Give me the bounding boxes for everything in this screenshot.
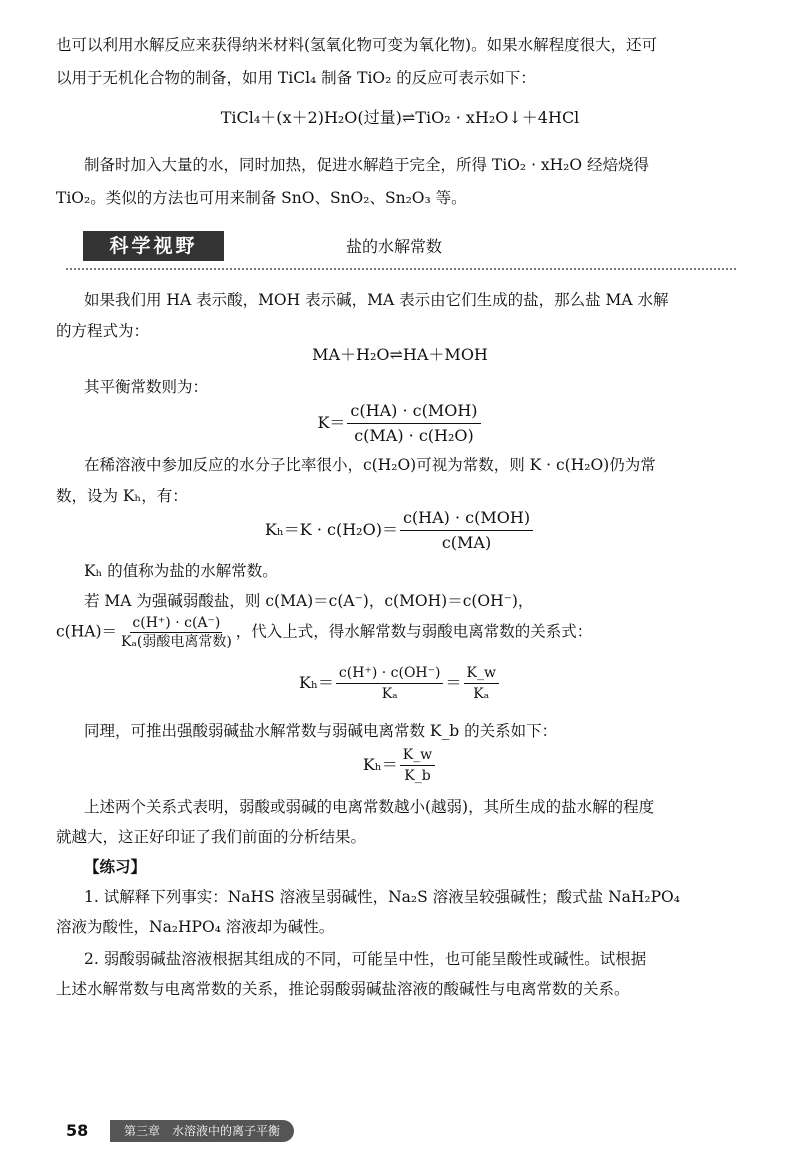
eq4-fraction-1 [336, 664, 444, 703]
eq2-denominator: c(MA) · c(H₂O) [354, 426, 474, 445]
chapter-label: 第三章 水溶液中的离子平衡 [110, 1120, 294, 1142]
body-p5: 若 MA 为强碱弱酸盐，则 c(MA)＝c(A⁻)，c(MOH)＝c(OH⁻)， [84, 592, 534, 610]
exercise-q2-line-1: 2. 弱酸弱碱盐溶液根据其组成的不同，可能呈中性，也可能呈酸性或碱性。试根据 [84, 950, 647, 968]
section-divider [66, 268, 736, 270]
eq2-lhs: K＝ [317, 413, 346, 432]
eq3-lhs: Kₕ＝K · c(H₂O)＝ [264, 520, 398, 539]
body-p8-line-1: 上述两个关系式表明，弱酸或弱碱的电离常数越小(越弱)，其所生成的盐水解的程度 [84, 798, 655, 816]
body-p8-line-2: 就越大，这正好印证了我们前面的分析结果。 [56, 828, 367, 846]
prep-line-2: TiO₂。类似的方法也可用来制备 SnO、SnO₂、Sn₂O₃ 等。 [56, 189, 467, 207]
exercise-heading: 【练习】 [84, 857, 147, 876]
intro-line-1: 也可以利用水解反应来获得纳米材料(氢氧化物可变为氧化物)。如果水解程度很大，还可 [56, 36, 658, 54]
prep-line-1: 制备时加入大量的水，同时加热，促进水解趋于完全，所得 TiO₂ · xH₂O 经焙烧得 [84, 156, 650, 174]
equilibrium-constant-formula [0, 400, 800, 447]
body-p1-line-1: 如果我们用 HA 表示酸，MOH 表示碱，MA 表示由它们生成的盐，那么盐 MA 水解 [84, 291, 669, 309]
p6-lhs: c(HA)＝ [56, 622, 117, 641]
eq5-numerator: K_w [400, 746, 435, 766]
eq4-numerator-1: c(H⁺) · c(OH⁻) [336, 664, 444, 684]
exercise-q1-line-1: 1. 试解释下列事实：NaHS 溶液呈弱碱性，Na₂S 溶液呈较强碱性；酸式盐 NaH₂PO₄ [84, 888, 680, 906]
body-p2: 其平衡常数则为： [84, 378, 209, 396]
eq3-denominator: c(MA) [441, 533, 492, 552]
p6-numerator: c(H⁺) · c(A⁻) [132, 615, 221, 631]
eq2-fraction [347, 400, 480, 447]
hydrolysis-equation: MA＋H₂O⇌HA＋MOH [312, 345, 488, 364]
section-badge: 科学视野 [83, 231, 224, 261]
eq2-numerator: c(HA) · c(MOH) [347, 400, 480, 424]
body-p3-line-2: 数，设为 Kₕ，有： [56, 487, 188, 505]
eq4-equals: ＝ [445, 673, 462, 692]
eq4-numerator-2: K_w [464, 664, 499, 684]
eq4-denominator-1: Kₐ [381, 686, 398, 702]
body-p6 [56, 614, 752, 651]
ticl4-equation: TiCl₄＋(x＋2)H₂O(过量)⇌TiO₂ · xH₂O↓＋4HCl [220, 108, 580, 127]
eq3-numerator: c(HA) · c(MOH) [400, 507, 533, 531]
eq4-fraction-2 [464, 664, 499, 703]
body-p3-line-1: 在稀溶液中参加反应的水分子比率很小，c(H₂O)可视为常数，则 K · c(H₂O)仍为常 [84, 456, 656, 474]
exercise-q2-line-2: 上述水解常数与电离常数的关系，推论弱酸弱碱盐溶液的酸碱性与电离常数的关系。 [56, 980, 630, 998]
eq4-denominator-2: Kₐ [473, 686, 490, 702]
kh-formula [0, 507, 800, 554]
body-p4: Kₕ 的值称为盐的水解常数。 [84, 562, 278, 580]
body-p1-line-2: 的方程式为： [56, 322, 150, 340]
eq5-fraction [400, 746, 435, 785]
section-title: 盐的水解常数 [346, 237, 443, 256]
eq4-lhs: Kₕ＝ [299, 673, 334, 692]
p6-denominator: Kₐ(弱酸电离常数) [121, 634, 232, 650]
body-p7: 同理，可推出强酸弱碱盐水解常数与弱碱电离常数 K_b 的关系如下： [84, 722, 558, 740]
p6-fraction [119, 614, 234, 651]
page-number: 58 [66, 1121, 89, 1140]
eq3-fraction [400, 507, 533, 554]
eq5-denominator: K_b [404, 768, 431, 784]
kh-kb-formula [0, 746, 800, 785]
p6-rest: ，代入上式，得水解常数与弱酸电离常数的关系式： [235, 622, 593, 641]
intro-line-2: 以用于无机化合物的制备，如用 TiCl₄ 制备 TiO₂ 的反应可表示如下： [56, 69, 536, 87]
eq5-lhs: Kₕ＝ [362, 755, 398, 774]
kh-ka-formula [0, 664, 800, 703]
exercise-q1-line-2: 溶液为酸性，Na₂HPO₄ 溶液却为碱性。 [56, 918, 335, 936]
